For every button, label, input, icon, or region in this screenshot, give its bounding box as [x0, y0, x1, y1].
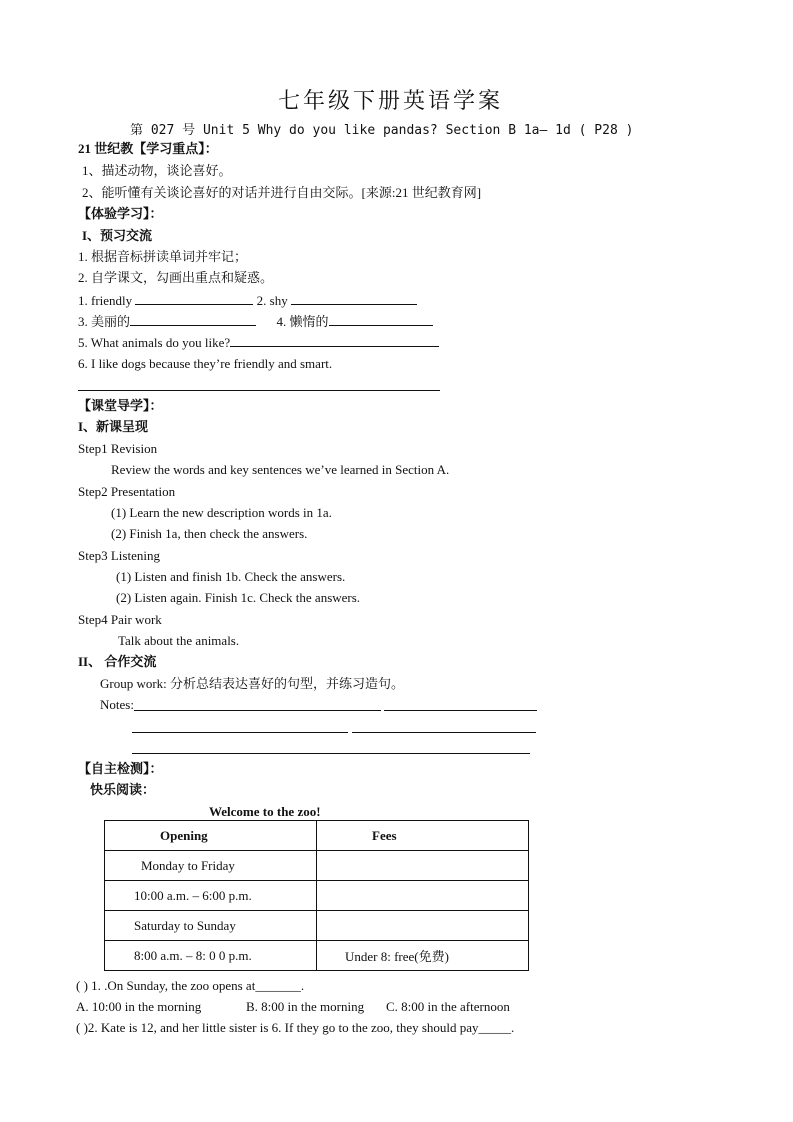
opening-cell: 10:00 a.m. – 6:00 p.m. [105, 881, 317, 911]
col-fees: Fees [317, 821, 529, 851]
page-title: 七年级下册英语学案 [278, 88, 504, 113]
table-row [105, 941, 529, 971]
zoo-table-title: Welcome to the zoo! [209, 804, 321, 819]
table-row [105, 851, 529, 881]
experience-heading: 【体验学习】： [78, 206, 163, 221]
answer-blank-beautiful[interactable] [130, 313, 256, 326]
notes-line-1a[interactable] [134, 710, 381, 711]
step1-label: Step1 Revision [78, 441, 158, 456]
step4-label: Step4 Pair work [78, 612, 162, 627]
self-check-heading: 【自主检测】： [78, 761, 163, 776]
fees-cell: Under 8: free(免费) [317, 941, 529, 971]
q1-option-b: B. 8:00 in the morning [246, 999, 365, 1014]
focus-heading-prefix: 21 世纪教 [78, 141, 134, 156]
preview-line-2: 2. 自学课文，勾画出重点和疑惑。 [78, 270, 274, 285]
col-opening: Opening [105, 821, 317, 851]
new-lesson-heading: I、新课呈现 [78, 419, 149, 434]
focus-heading-label: 【学习重点】： [133, 141, 218, 156]
opening-cell: 8:00 a.m. – 8: 0 0 p.m. [105, 941, 317, 971]
notes-label: Notes: [100, 697, 134, 712]
focus-item-2: 2、能听懂有关谈论喜好的对话并进行自由交际。[来源:21 世纪教育网] [82, 185, 482, 200]
notes-line-2b[interactable] [352, 732, 536, 733]
step3-item-1: (1) Listen and finish 1b. Check the answers. [116, 569, 346, 584]
step2-item-1: (1) Learn the new description words in 1a. [111, 505, 332, 520]
fees-cell [317, 851, 529, 881]
focus-item-1: 1、描述动物，谈论喜好。 [82, 163, 232, 178]
answer-blank-shy[interactable] [291, 292, 417, 305]
preview-subheading: I、预习交流 [82, 228, 153, 243]
step2-item-2: (2) Finish 1a, then check the answers. [111, 526, 308, 541]
group-work: Group work: 分析总结表达喜好的句型，并练习造句。 [100, 676, 405, 691]
question-5-text: 5. What animals do you like? [78, 335, 231, 350]
reading-heading: 快乐阅读： [90, 782, 156, 797]
question-2: ( )2. Kate is 12, and her little sister is 6. If they go to the zoo, they should pay_____. [76, 1020, 515, 1035]
word-row-2 [78, 313, 433, 330]
question-1: ( ) 1. .On Sunday, the zoo opens at_______. [76, 978, 305, 993]
step1-text: Review the words and key sentences we’ve learned in Section A. [111, 462, 450, 477]
cooperation-heading: II、 合作交流 [78, 654, 157, 669]
zoo-table [104, 820, 529, 971]
word-beautiful: 3. 美丽的 [78, 314, 131, 329]
opening-cell: Saturday to Sunday [105, 911, 317, 941]
answer-blank-lazy[interactable] [329, 313, 433, 326]
step3-label: Step3 Listening [78, 548, 160, 563]
table-row [105, 911, 529, 941]
q1-option-c: C. 8:00 in the afternoon [386, 999, 510, 1014]
table-row [105, 881, 529, 911]
question-6: 6. I like dogs because they’re friendly and smart. [78, 356, 333, 371]
step2-label: Step2 Presentation [78, 484, 176, 499]
answer-line-q6[interactable] [78, 390, 440, 391]
focus-heading [78, 141, 218, 157]
step3-item-2: (2) Listen again. Finish 1c. Check the answers. [116, 590, 361, 605]
q1-option-a: A. 10:00 in the morning [76, 999, 202, 1014]
notes-line-1b[interactable] [384, 710, 537, 711]
classroom-heading: 【课堂导学】： [78, 398, 163, 413]
lesson-subtitle: 第 027 号 Unit 5 Why do you like pandas? Section B 1a— 1d ( P28 ) [130, 123, 634, 138]
notes-line-3[interactable] [132, 753, 530, 754]
word-row-1 [78, 292, 417, 309]
step4-text: Talk about the animals. [118, 633, 240, 648]
word-shy: 2. shy [256, 293, 288, 308]
table-header-row [105, 821, 529, 851]
preview-line-1: 1. 根据音标拼读单词并牢记； [78, 249, 248, 264]
opening-cell: Monday to Friday [105, 851, 317, 881]
fees-cell [317, 881, 529, 911]
answer-blank-friendly[interactable] [135, 292, 253, 305]
word-lazy: 4. 懒惰的 [276, 314, 329, 329]
notes-line-2a[interactable] [132, 732, 348, 733]
answer-blank-q5[interactable] [230, 334, 439, 347]
fees-cell [317, 911, 529, 941]
word-friendly: 1. friendly [78, 293, 133, 308]
question-5 [78, 334, 439, 351]
